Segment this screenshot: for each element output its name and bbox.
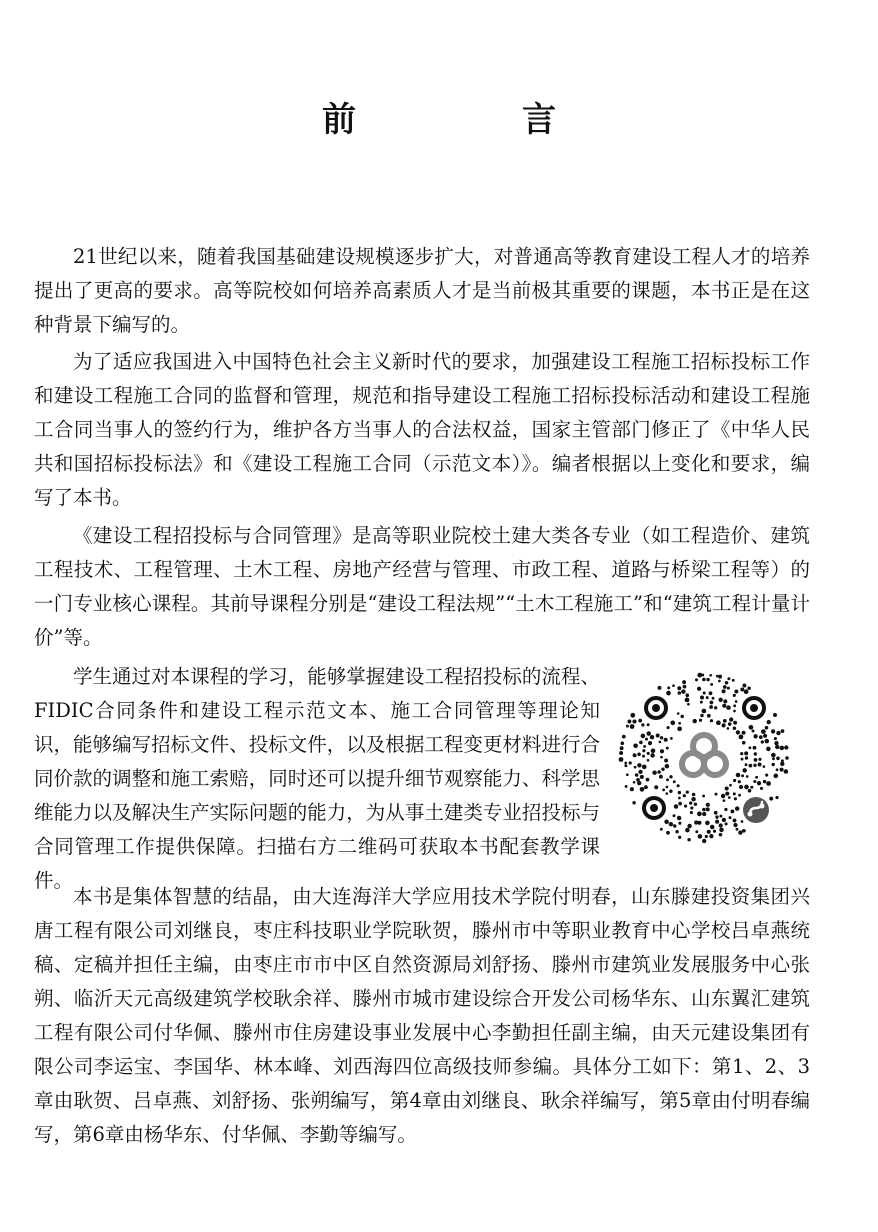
qr-dot [735,700,738,703]
qr-dot [632,719,636,723]
qr-dot [635,773,639,777]
paragraph-5: 本书是集体智慧的结晶，由大连海洋大学应用技术学院付明春，山东滕建投资集团兴唐工程有限公司刘继良，枣庄科技职业学院耿贺，滕州市中等职业教育中心学校吕卓燕统稿、定稿并担任主编，由枣庄市市中区自然资源局刘舒扬、滕州市建筑业发展服务中心张朔、临沂天元高级建筑学校耿余祥、滕州市城市建设综合开发公司杨华东、山东翼汇建筑工程有限公司付华佩、滕州市住房建设事业发展中心李勤担任副主编，由天元建设集团有限公司李运宝、李国华、林本峰、刘西海四位高级技师参编。具体分工如下：第1、2、3章由耿贺、吕卓燕、刘舒扬、张朔编写，第4章由刘继良、耿余祥编写，第5章由付明春编写，第6章由杨华东、付华佩、李勤等编写。 [34,885,810,1146]
qr-dot [754,758,758,762]
qr-dot [673,814,676,817]
qr-dot [678,836,681,839]
qr-dot [755,776,758,779]
qr-dot [657,770,661,774]
qr-dot [687,838,690,841]
qr-dot [683,794,686,797]
qr-dot [710,719,713,722]
qr-dot [749,725,754,730]
qr-dot [702,678,706,682]
qr-dot [633,781,636,784]
qr-dot [781,729,785,733]
qr-dot [745,756,748,759]
qr-dot [765,739,770,744]
qr-dot [659,741,662,744]
qr-dot [639,741,643,745]
qr-dot [667,686,670,689]
qr-dot [630,724,635,729]
qr-dot [742,741,746,745]
qr-dot [627,720,631,724]
qr-dot [705,835,708,838]
qr-dot [665,764,670,769]
qr-dot [692,793,696,797]
qr-dot [702,795,705,798]
qr-dot [759,735,763,739]
qr-dot [763,765,766,768]
qr-dot [758,758,761,761]
qr-dot [733,823,737,827]
qr-dot [727,677,730,680]
qr-dot [707,830,711,834]
preface-title: 前 言 [322,100,622,140]
mini-program-badge-icon [740,794,772,826]
qr-dot [624,762,627,765]
qr-dot [687,703,690,706]
qr-dot [739,785,743,789]
qr-dot [723,719,727,723]
qr-dot [633,744,638,749]
qr-dot [719,833,723,837]
qr-dot [638,719,642,723]
qr-dot [728,722,732,726]
qr-dot [769,797,773,801]
qr-dot [710,701,714,705]
qr-dot [677,816,682,821]
qr-dot [669,775,672,778]
qr-dot [753,734,757,738]
qr-dot [767,720,771,724]
qr-dot [742,731,746,735]
qr-dot [678,691,682,695]
qr-dot [686,790,689,793]
qr-dot [772,757,775,760]
qr-dot [766,747,771,752]
qr-dot [721,723,725,727]
qr-dot [629,761,632,764]
qr-dot [646,731,651,736]
qr-dot [713,830,716,833]
qr-dot [691,797,695,801]
paragraph-4: 学生通过对本课程的学习，能够掌握建设工程招投标的流程、FIDIC合同条件和建设工程示范文本、施工合同管理等理论知识，能够编写招标文件、投标文件，以及根据工程变更材料进行合同价款的调整和施工索赔，同时还可以提升细节观察能力、科学思维能力以及解决生产实际问题的能力，为从事土建类专业招投标与合同管理工作提供保障。扫描右方二维码可获取本书配套教学课件。 [34,665,600,892]
qr-dot [642,755,645,758]
qr-dot [738,780,741,783]
qr-dot [700,701,703,704]
qr-dot [664,820,669,825]
qr-dot [620,746,624,750]
qr-dot [690,811,693,814]
qr-finder-eye-bottom-left [644,798,664,818]
qr-dot [632,801,636,805]
qr-dot [684,805,687,808]
qr-dot [723,799,726,802]
qr-dot [705,821,710,826]
qr-dot [739,735,744,740]
qr-dot [707,714,711,718]
qr-dot [669,822,673,826]
qr-dot [690,806,693,809]
qr-dot [730,809,734,813]
qr-dot [651,748,656,753]
qr-dot [780,768,784,772]
qr-dot [702,839,706,843]
qr-dot [771,753,776,758]
qr-dot [714,706,717,709]
qr-center-logo-icon [674,728,734,788]
qr-dot [675,830,678,833]
qr-dot [695,678,698,681]
qr-dot [637,753,641,757]
qr-dot [761,729,766,734]
qr-dot [771,729,775,733]
qr-dot [722,704,726,708]
qr-dot [727,727,730,730]
qr-dot [648,741,652,745]
qr-dot [702,709,707,714]
paragraph-3: 《建设工程招投标与合同管理》是高等职业院校土建大类各专业（如工程造价、建筑工程技术、工程管理、土木工程、房地产经营与管理、市政工程、道路与桥梁工程等）的一门专业核心课程。其前导课程分别是“建设工程法规”“土木工程施工”和“建筑工程计量计价”等。 [34,524,810,649]
qr-dot [726,705,731,710]
qr-dot [672,684,675,687]
qr-dot [757,781,761,785]
paragraph-2: 为了适应我国进入中国特色社会主义新时代的要求，加强建设工程施工招标投标工作和建设工程施工合同的监督和管理，规范和指导建设工程施工招标投标活动和建设工程施工合同当事人的签约行为，维护各方当事人的合法权益，国家主管部门修正了《中华人民共和国招标投标法》和《建设工程施工合同（示范文本）》。编者根据以上变化和要求，编写了本书。 [34,350,810,509]
qr-dot [763,734,767,738]
qr-finder-eye-top-left [646,698,666,718]
qr-dot [625,785,628,788]
qr-dot [718,698,722,702]
qr-dot [633,753,637,757]
qr-dot [680,715,684,719]
qr-dot [745,763,748,766]
qr-dot [744,785,749,790]
qr-dot [619,751,623,755]
qr-dot [779,746,784,751]
qr-dot [642,765,647,770]
qr-dot [746,775,749,778]
qr-dot [666,786,669,789]
qr-dot [736,730,740,734]
qr-dot [661,768,664,771]
qr-dot [641,734,646,739]
qr-dot [765,774,768,777]
qr-dot [642,749,645,752]
qr-dot [723,699,727,703]
mini-program-qr-code-icon[interactable] [616,670,792,846]
qr-dot [701,674,704,677]
qr-dot [722,689,726,693]
qr-dot [677,712,680,715]
qr-dot [662,789,665,792]
qr-dot [678,722,681,725]
qr-dot [624,764,627,767]
qr-dot [724,808,727,811]
qr-dot [685,698,690,703]
qr-dot [732,679,735,682]
qr-dot [761,740,764,743]
qr-dot [640,775,644,779]
qr-dot [753,780,756,783]
qr-dot [718,675,722,679]
qr-dot [733,704,736,707]
qr-dot [775,745,779,749]
qr-dot [760,787,763,790]
qr-dot [700,695,704,699]
qr-dot [709,674,712,677]
qr-dot [685,693,689,697]
qr-dot [636,778,640,782]
qr-dot [681,689,685,693]
qr-dot [706,696,709,699]
qr-dot [774,737,777,740]
qr-dot [657,686,661,690]
qr-dot [660,828,663,831]
qr-dot [729,816,732,819]
qr-dot [710,825,715,830]
qr-dot [734,689,738,693]
qr-dot [753,746,757,750]
qr-dot [719,823,723,827]
qr-dot [733,727,737,731]
qr-dot [715,793,718,796]
qr-dot [687,824,691,828]
qr-dot [697,687,701,691]
qr-dot [640,787,645,792]
qr-dot [626,725,629,728]
qr-dot [706,807,710,811]
qr-dot [700,714,703,717]
qr-dot [710,683,713,686]
qr-dot [644,785,648,789]
qr-dot [677,686,681,690]
qr-dot [752,730,755,733]
qr-dot [775,796,778,799]
qr-dot [660,749,664,753]
qr-dot [664,738,668,742]
qr-dot [740,688,744,692]
qr-dot [784,745,788,749]
qr-dot [678,822,681,825]
qr-dot [742,768,747,773]
qr-dot [698,834,703,839]
qr-dot [773,774,778,779]
qr-dot [772,763,775,766]
qr-dot [660,736,663,739]
qr-dot [719,828,724,833]
qr-dot [666,792,669,795]
qr-dot [742,684,746,688]
qr-dot [736,828,739,831]
qr-dot [749,764,753,768]
qr-dot [728,796,731,799]
qr-dot [785,756,789,760]
qr-dot [647,723,650,726]
qr-dot [682,680,686,684]
qr-dot [716,720,721,725]
qr-dot [738,794,741,797]
qr-dot [729,717,733,721]
qr-dot [715,815,718,818]
qr-dot [714,811,718,815]
qr-dot [754,752,757,755]
qr-dot [776,756,780,760]
qr-dot [738,830,742,834]
qr-dot [733,710,736,713]
qr-dot [637,763,641,767]
qr-dot [744,751,748,755]
qr-dot [758,763,762,767]
qr-dot [747,687,751,691]
qr-dot [709,691,713,695]
qr-dot [683,685,687,689]
qr-dot [753,764,756,767]
qr-dot [733,818,737,822]
qr-dot [712,697,715,700]
qr-dot [723,685,727,689]
qr-dot [678,802,682,806]
qr-code-graphic [616,670,792,846]
qr-dot [750,786,753,789]
qr-dot [765,726,769,730]
qr-dot [664,759,668,763]
qr-dot [678,797,681,800]
qr-dot [721,794,725,798]
qr-dot [735,806,739,810]
qr-dot [715,820,719,824]
qr-dot [776,731,780,735]
qr-dot [763,780,766,783]
qr-dot [666,691,671,696]
qr-dot [748,746,751,749]
qr-dot [654,785,658,789]
qr-dot [776,768,779,771]
qr-dot [725,792,729,796]
qr-dot [734,797,737,800]
qr-dot [630,713,635,718]
qr-dot [622,735,626,739]
qr-dot [674,804,679,809]
qr-dot [709,834,713,838]
qr-dot [740,752,743,755]
qr-dot [670,737,673,740]
qr-dot [741,758,744,761]
qr-dot [741,774,744,777]
qr-dot [744,689,749,694]
qr-dot [729,784,732,787]
qr-dot [733,792,736,795]
qr-dot [766,781,771,786]
qr-dot [703,691,706,694]
qr-dot [685,828,690,833]
qr-dot [666,747,669,750]
qr-dot [666,778,669,781]
qr-dot [660,756,663,759]
qr-dot [706,803,710,807]
qr-dot [677,784,680,787]
qr-dot [694,820,698,824]
qr-dot [725,681,729,685]
qr-dot [694,802,697,805]
qr-dot [621,742,625,746]
qr-dot [692,719,696,723]
qr-dot [736,773,741,778]
qr-dot [659,775,663,779]
qr-dot [646,778,650,782]
qr-dot [774,741,778,745]
qr-dot [666,831,670,835]
qr-dot [678,791,681,794]
qr-dot [784,769,789,774]
qr-dot [673,824,676,827]
qr-dot [689,801,692,804]
qr-dot [697,811,702,816]
qr-dot [650,753,654,757]
qr-dot [699,719,702,722]
qr-dot [634,766,637,769]
qr-dot [702,808,706,812]
qr-dot [647,759,650,762]
qr-dot [719,815,722,818]
qr-dot [727,687,730,690]
qr-dot [652,770,657,775]
qr-dot [647,752,650,755]
qr-dot [695,830,698,833]
qr-dot [645,738,648,741]
qr-dot [626,773,629,776]
qr-dot [643,745,646,748]
qr-dot [725,822,728,825]
qr-dot [748,789,752,793]
qr-dot [669,790,672,793]
qr-dot [619,757,624,762]
qr-dot [630,787,634,791]
qr-dot [773,713,777,717]
paragraph-1: 21世纪以来，随着我国基础建设规模逐步扩大，对普通高等教育建设工程人才的培养提出了更高的要求。高等院校如何培养高素质人才是当前极其重要的课题，本书正是在这种背景下编写的。 [34,245,810,336]
qr-dot [733,779,736,782]
qr-dot [733,694,736,697]
qr-dot [718,680,721,683]
qr-finder-eye-top-right [744,698,764,718]
qr-dot [725,786,729,790]
qr-dot [638,770,642,774]
qr-dot [741,820,744,823]
qr-dot [706,678,709,681]
qr-dot [673,780,676,783]
qr-dot [722,818,726,822]
qr-dot [780,762,784,766]
qr-dot [650,735,654,739]
qr-dot [733,721,737,725]
qr-dot [702,812,706,816]
qr-dot [709,705,713,709]
qr-dot [670,720,675,725]
qr-dot [641,723,644,726]
qr-dot [656,734,660,738]
qr-dot [677,726,682,731]
qr-dot [742,829,746,833]
qr-dot [667,726,670,729]
